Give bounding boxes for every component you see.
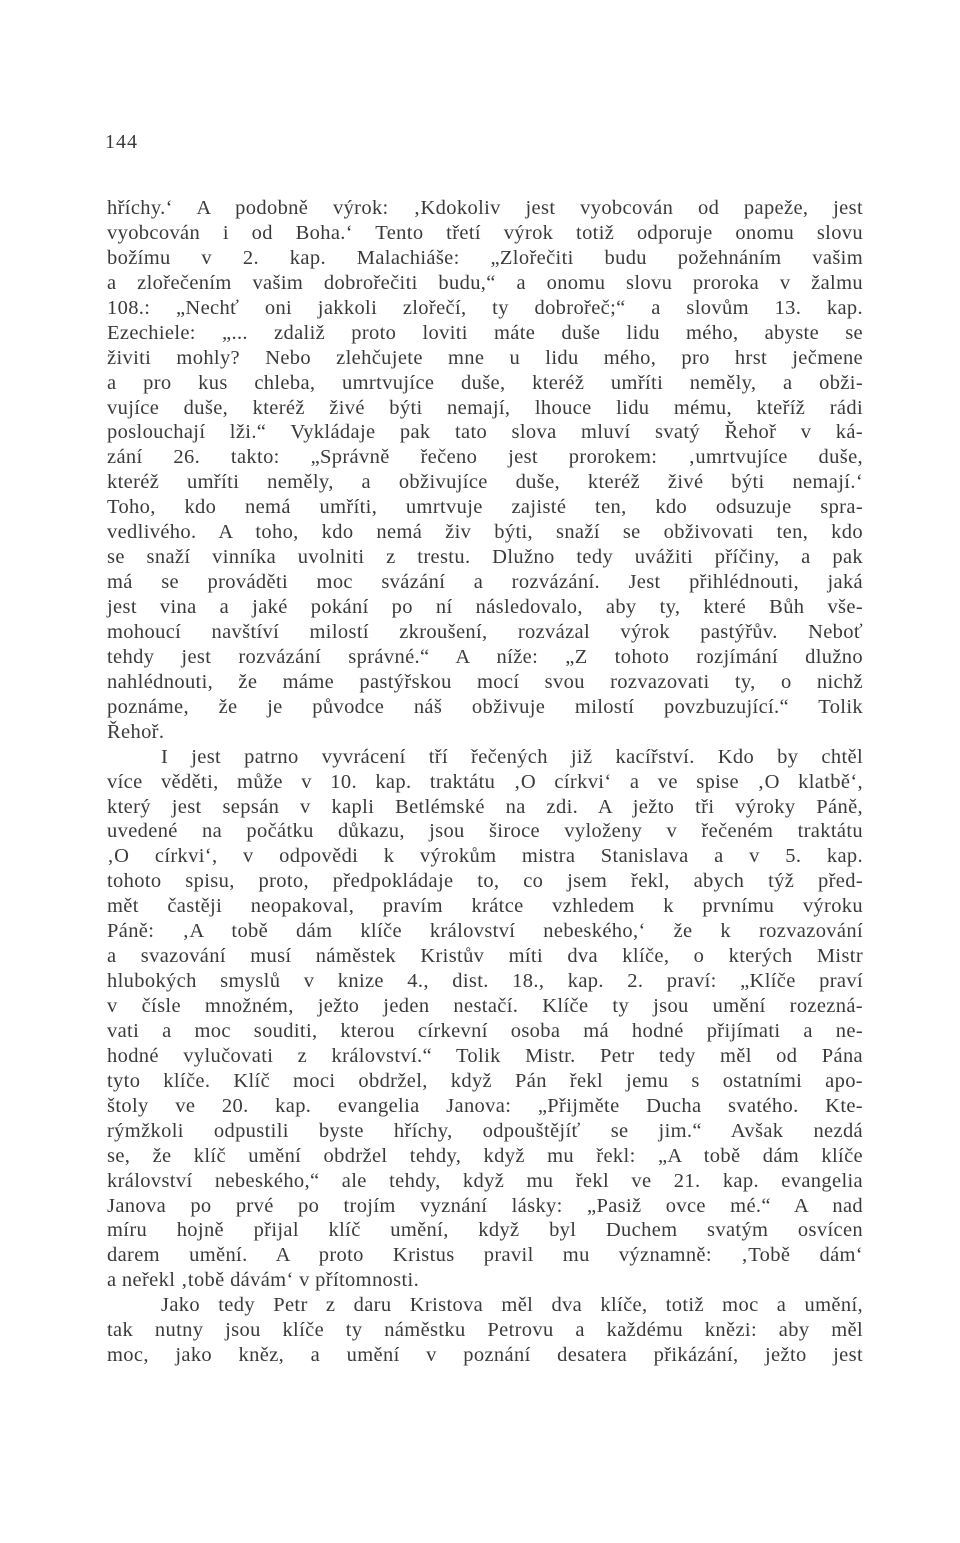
text-line: nahlédnouti, že máme pastýřskou mocí svou rozvazovati ty, o nichž (107, 670, 863, 693)
text-line: vedlivého. A toho, kdo nemá živ býti, snaží se obživovati ten, kdo (107, 521, 863, 544)
text-line: 108.: „Nechť oni jakkoli zlořečí, ty dobrořeč;“ a slovům 13. kap. (107, 296, 863, 319)
text-line: tak nutny jsou klíče ty náměstku Petrovu a každému knězi: aby měl (107, 1319, 863, 1342)
text-line: božímu v 2. kap. Malachiáše: „Zlořečiti budu požehnáním vašim (107, 246, 863, 269)
text-line: se snaží vinníka uvolniti z trestu. Dlužno tedy uvážiti příčiny, a pak (107, 546, 863, 569)
text-line: mět častěji neopakoval, pravím krátce vzhledem k prvnímu výroku (107, 895, 863, 918)
text-line: Páně: ‚A tobě dám klíče království nebeského,‘ že k rozvazování (107, 920, 863, 943)
text-line: vyobcován i od Boha.‘ Tento třetí výrok totiž odporuje onomu slovu (107, 221, 863, 244)
text-line: štoly ve 20. kap. evangelia Janova: „Přijměte Ducha svatého. Kte- (107, 1094, 863, 1117)
text-line: mohoucí navštíví milostí zkroušení, rozvázal výrok pastýřův. Neboť (107, 620, 863, 643)
text-line: tyto klíče. Klíč moci obdržel, když Pán řekl jemu s ostatními apo- (107, 1069, 863, 1092)
text-line: moc, jako kněz, a umění v poznání desatera přikázání, ježto jest (107, 1344, 863, 1367)
text-line: se, že klíč umění obdržel tehdy, když mu řekl: „A tobě dám klíče (107, 1144, 863, 1167)
text-line: uvedené na počátku důkazu, jsou široce vyloženy v řečeném traktátu (107, 820, 863, 843)
text-line: a pro kus chleba, umrtvujíce duše, kteréž umříti neměly, a obži- (107, 371, 863, 394)
text-line: ‚O církvi‘, v odpovědi k výrokům mistra Stanislava a v 5. kap. (107, 845, 863, 868)
text-line: Toho, kdo nemá umříti, umrtvuje zajisté ten, kdo odsuzuje spra- (107, 496, 863, 519)
text-line: který jest sepsán v kapli Betlémské na zdi. A ježto tři výroky Páně, (107, 795, 863, 818)
text-line: království nebeského,“ ale tehdy, když mu řekl ve 21. kap. evangelia (107, 1169, 863, 1192)
text-line: Řehoř. (107, 720, 165, 743)
text-line: a zlořečením vašim dobrořečiti budu,“ a onomu slovu proroka v žalmu (107, 271, 863, 294)
text-line: Janova po prvé po trojím vyznání lásky: „Pasiž ovce mé.“ A nad (107, 1194, 863, 1217)
page-number: 144 (105, 131, 138, 153)
text-line: hříchy.‘ A podobně výrok: ‚Kdokoliv jest vyobcován od papeže, jest (107, 197, 863, 219)
text-line: v čísle množném, ježto jeden nestačí. Klíče ty jsou umění rozezná- (107, 995, 863, 1017)
text-line: více věděti, může v 10. kap. traktátu ‚O církvi‘ a ve spise ‚O klatbě‘, (107, 770, 863, 793)
text-line: darem umění. A proto Kristus pravil mu významně: ‚Tobě dám‘ (107, 1244, 863, 1267)
text-line: poslouchají lži.“ Vykládaje pak tato slova mluví svatý Řehoř v ká- (107, 421, 863, 444)
text-line: hlubokých smyslů v knize 4., dist. 18., kap. 2. praví: „Klíče praví (107, 970, 863, 993)
text-line: poznáme, že je původce náš obživuje milostí povzbuzující.“ Tolik (107, 695, 863, 718)
text-line: míru hojně přijal klíč umění, když byl Duchem svatým osvícen (107, 1219, 863, 1242)
text-line: Ezechiele: „... zdaliž proto loviti máte duše lidu mého, abyste se (107, 321, 863, 344)
text-line: a neřekl ‚tobě dávám‘ v přítomnosti. (107, 1269, 420, 1292)
text-line: tehdy jest rozvázání správné.“ A níže: „Z tohoto rozjímání dlužno (107, 645, 863, 668)
body-text (107, 196, 863, 1368)
text-line: rýmžkoli odpustili byste hříchy, odpouštějíť se jim.“ Avšak nezdá (107, 1119, 863, 1142)
text-line: vujíce duše, kteréž živé býti nemají, lhouce lidu mému, kteříž rádi (107, 396, 863, 419)
text-line: Jako tedy Petr z daru Kristova měl dva klíče, totiž moc a umění, (161, 1294, 863, 1317)
text-line: kteréž umříti neměly, a obživujíce duše, kteréž živé býti nemají.‘ (107, 471, 863, 494)
text-line: má se prováděti moc svázání a rozvázání. Jest přihlédnouti, jaká (107, 571, 863, 594)
text-line: jest vina a jaké pokání po ní následovalo, aby ty, které Bůh vše- (107, 596, 863, 618)
text-line: I jest patrno vyvrácení tří řečených již kacířství. Kdo by chtěl (161, 745, 863, 768)
text-line: živiti mohly? Nebo zlehčujete mne u lidu mého, pro hrst ječmene (107, 346, 863, 369)
text-line: zání 26. takto: „Správně řečeno jest prorokem: ‚umrtvujíce duše, (107, 446, 863, 469)
text-line: a svazování musí náměstek Kristův míti dva klíče, o kterých Mistr (107, 945, 863, 968)
text-line: hodné vylučovati z království.“ Tolik Mistr. Petr tedy měl od Pána (107, 1044, 863, 1067)
text-line: vati a moc souditi, kterou církevní osoba má hodné přijímati a ne- (107, 1019, 863, 1042)
text-line: tohoto spisu, proto, předpokládaje to, co jsem řekl, abych týž před- (107, 870, 863, 893)
